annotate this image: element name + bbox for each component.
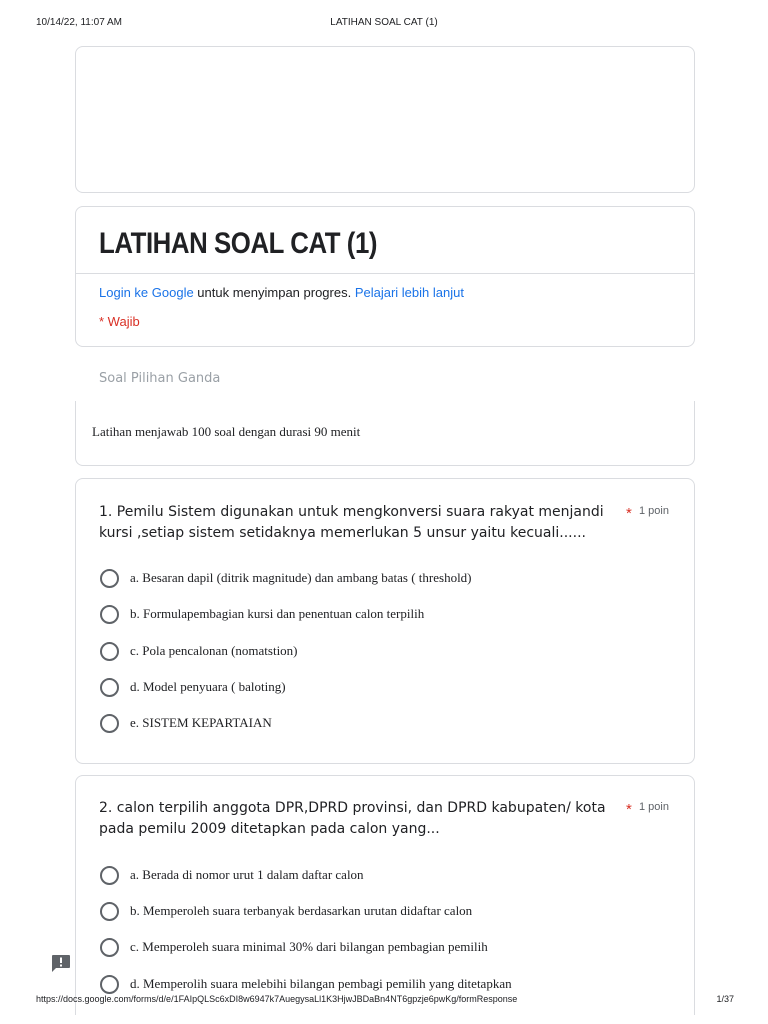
option-label: b. Memperoleh suara terbanyak berdasarkan urutan didaftar calon — [130, 903, 473, 918]
question-points: 1 poin — [639, 505, 669, 517]
option-label: b. Formulapembagian kursi dan penentuan calon terpilih — [130, 606, 425, 621]
form-title-card — [75, 206, 695, 347]
print-header — [0, 17, 768, 31]
option-label: a. Berada di nomor urut 1 dalam daftar calon — [130, 867, 364, 882]
section-title: Soal Pilihan Ganda — [99, 371, 221, 386]
print-footer — [0, 994, 768, 1008]
radio-button[interactable] — [100, 866, 119, 885]
option-radio[interactable] — [100, 677, 286, 697]
option-label: e. SISTEM KEPARTAIAN — [130, 715, 272, 730]
option-radio[interactable] — [100, 937, 488, 957]
radio-button[interactable] — [100, 605, 119, 624]
required-note: * Wajib — [99, 314, 140, 329]
radio-button[interactable] — [100, 569, 119, 588]
question-points: 1 poin — [639, 801, 669, 813]
login-text: untuk menyimpan progres. — [193, 285, 355, 300]
radio-button[interactable] — [100, 938, 119, 957]
form-title: LATIHAN SOAL CAT (1) — [99, 227, 378, 260]
option-radio[interactable] — [100, 604, 424, 624]
question-text: 1. Pemilu Sistem digunakan untuk mengkonversi suara rakyat menjandi kursi ,setiap sistem setidaknya memerlukan 5 unsur yaitu kecuali...... — [99, 504, 604, 541]
option-label: d. Memperolih suara melebihi bilangan pembagi pemilih yang ditetapkan — [130, 976, 512, 991]
section-description-card — [75, 401, 695, 466]
print-doc-title: LATIHAN SOAL CAT (1) — [330, 17, 438, 28]
radio-button[interactable] — [100, 678, 119, 697]
radio-button[interactable] — [100, 975, 119, 994]
required-star: * — [626, 801, 632, 818]
title-divider — [76, 273, 694, 274]
option-radio[interactable] — [100, 865, 364, 885]
option-label: c. Memperoleh suara minimal 30% dari bilangan pembagian pemilih — [130, 939, 488, 954]
print-url: https://docs.google.com/forms/d/e/1FAIpQLSc6xDI8w6947k7AuegysaLl1K3HjwJBDaBn4NT6gpzje6pwKg/formResponse — [36, 994, 518, 1004]
login-line — [99, 285, 464, 300]
login-link[interactable]: Login ke Google — [99, 285, 194, 300]
option-label: c. Pola pencalonan (nomatstion) — [130, 643, 298, 658]
option-radio[interactable] — [100, 641, 298, 661]
learn-more-link[interactable]: Pelajari lebih lanjut — [354, 285, 464, 300]
radio-button[interactable] — [100, 714, 119, 733]
option-label: a. Besaran dapil (ditrik magnitude) dan ambang batas ( threshold) — [130, 570, 472, 585]
header-banner — [75, 46, 695, 193]
option-label: d. Model penyuara ( baloting) — [130, 679, 286, 694]
question-card-1 — [75, 478, 695, 764]
print-date: 10/14/22, 11:07 AM — [36, 17, 122, 28]
print-page-number: 1/37 — [716, 994, 734, 1004]
question-card-2 — [75, 775, 695, 1015]
required-star: * — [626, 505, 632, 522]
radio-button[interactable] — [100, 902, 119, 921]
option-radio[interactable] — [100, 974, 512, 994]
feedback-icon-svg — [50, 954, 71, 973]
question-text: 2. calon terpilih anggota DPR,DPRD provinsi, dan DPRD kabupaten/ kota pada pemilu 2009 ditetapkan pada calon yang... — [99, 800, 606, 837]
feedback-icon[interactable] — [50, 954, 71, 973]
section-description: Latihan menjawab 100 soal dengan durasi 90 menit — [92, 424, 361, 439]
radio-button[interactable] — [100, 642, 119, 661]
option-radio[interactable] — [100, 568, 472, 588]
option-radio[interactable] — [100, 901, 472, 921]
option-radio[interactable] — [100, 713, 272, 733]
